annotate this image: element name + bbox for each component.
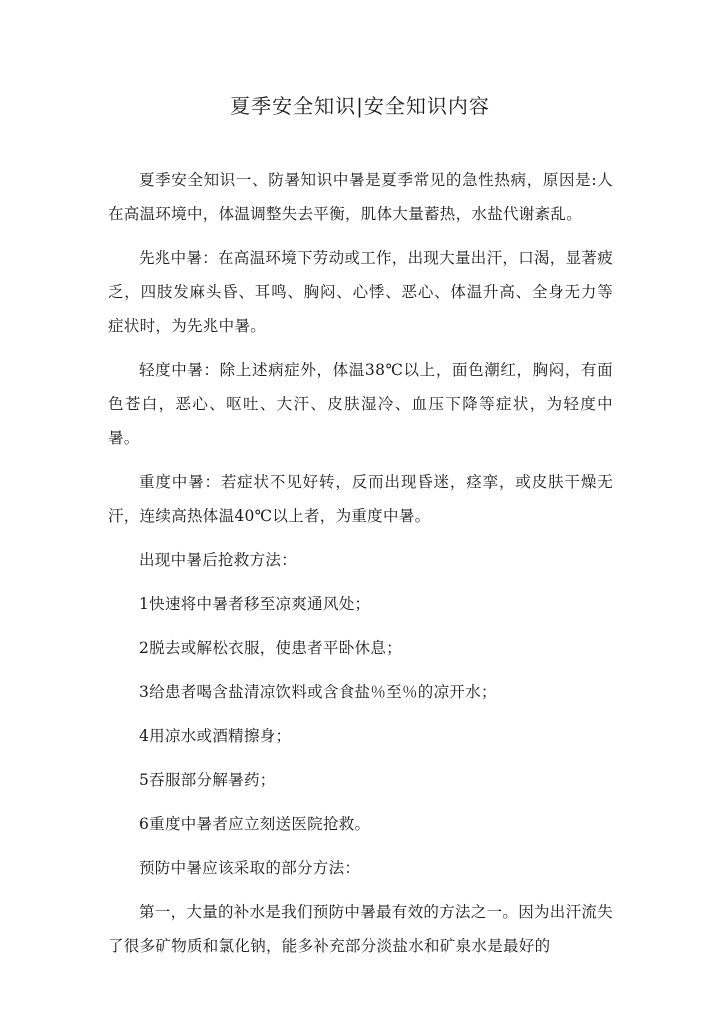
paragraph-mild-precursor: 先兆中暑：在高温环境下劳动或工作，出现大量出汗，口渴，显著疲乏，四肢发麻头昏、耳鸣、胸闷、心悸、恶心、体温升高、全身无力等症状时，为先兆中暑。 [108, 249, 614, 335]
paragraph-prevention-heading: 预防中暑应该采取的部分方法： [139, 859, 361, 877]
paragraph-intro: 夏季安全知识一、防暑知识中暑是夏季常见的急性热病，原因是:人在高温环境中，体温调整失去平衡，肌体大量蓄热，水盐代谢紊乱。 [108, 171, 613, 223]
document-body [108, 163, 613, 973]
document-title: 夏季安全知识|安全知识内容 [230, 94, 490, 118]
list-item: 1快速将中暑者移至凉爽通风处； [139, 595, 371, 613]
list-item: 6重度中暑者应立刻送医院抢救。 [139, 815, 371, 833]
paragraph-rescue-heading: 出现中暑后抢救方法： [139, 551, 298, 569]
paragraph-prevention-first: 第一，大量的补水是我们预防中暑最有效的方法之一。因为出汗流失了很多矿物质和氯化钠，能多补充部分淡盐水和矿泉水是最好的 [108, 903, 614, 955]
list-item: 3给患者喝含盐清凉饮料或含食盐％至％的凉开水； [139, 683, 497, 701]
list-item: 4用凉水或酒精擦身； [139, 727, 292, 745]
list-item: 2脱去或解松衣服，使患者平卧休息； [139, 639, 402, 657]
paragraph-severe-heatstroke: 重度中暑：若症状不见好转，反而出现昏迷，痉挛，或皮肤干燥无汗，连续高热体温40℃以上者，为重度中暑。 [108, 473, 613, 525]
paragraph-light-heatstroke: 轻度中暑：除上述病症外，体温38℃以上，面色潮红，胸闷，有面色苍白，恶心、呕吐、大汗、皮肤湿冷、血压下降等症状，为轻度中暑。 [108, 361, 613, 447]
list-item: 5吞服部分解暑药； [139, 771, 276, 789]
